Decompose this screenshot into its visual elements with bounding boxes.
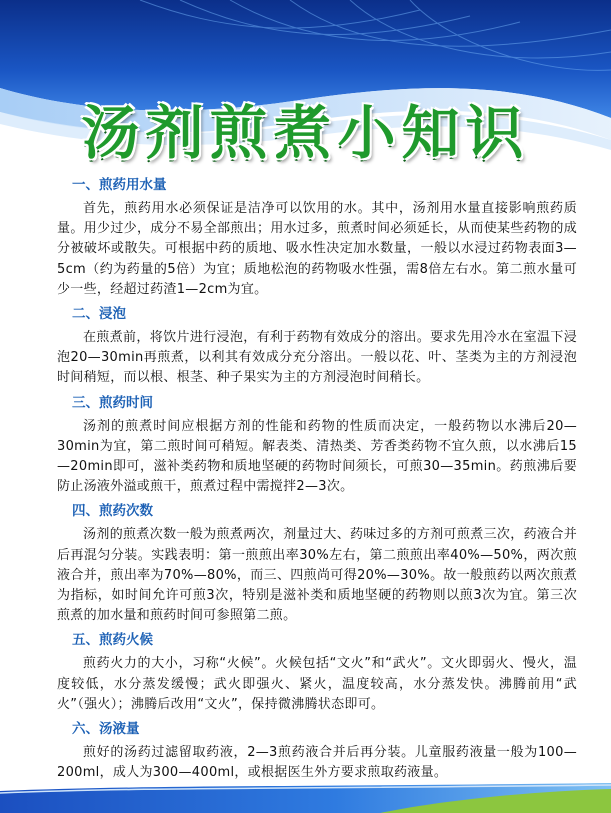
page-title: 汤剂煎煮小知识	[81, 99, 530, 167]
footer-wave-background	[0, 783, 611, 813]
section-body: 汤剂的煎煮时间应根据方剂的性能和药物的性质而决定，一般药物以水沸后20—30min为宜，第二煎时间可稍短。解表类、清热类、芳香类药物不宜久煎，以水沸后15—20min即可，滋补类药物和质地坚硬的药物时间须长，可煎30—35min。药煎沸后要防止汤液外溢或煎干，煎煮过程中需搅拌2—3次。	[57, 418, 577, 495]
section-body: 煎好的汤药过滤留取药液，2—3煎药液合并后再分装。儿童服药液量一般为100—200ml，成人为300—400ml，或根据医生外方要求煎取药液量。	[57, 745, 577, 781]
section-body: 煎药火力的大小，习称“火候”。火候包括“文火”和“武火”。文火即弱火、慢火，温度较低，水分蒸发缓慢；武火即强火、紧火，温度较高，水分蒸发快。沸腾前用“武火”（强火）；沸腾后改用“文火”，保持微沸腾状态即可。	[57, 656, 577, 712]
section-heading: 四、煎药次数	[72, 503, 153, 520]
section-heading: 六、汤液量	[72, 721, 140, 738]
section-heading: 二、浸泡	[72, 306, 126, 323]
section-heading: 五、煎药火候	[72, 632, 153, 649]
section-body: 汤剂的煎煮次数一般为煎煮两次，剂量过大、药味过多的方剂可煎煮三次，药液合并后再混匀分装。实践表明：第一煎煎出率30%左右，第二煎煎出率40%—50%，两次煎液合并，煎出率为70%—80%，而三、四煎尚可得20%—30%。故一般煎药以两次煎煮为指标，如时间允许可煎3次，特别是滋补类和质地坚硬的药物则以煎3次为宜。第三次煎煮的加水量和煎药时间可参照第二煎。	[57, 527, 577, 624]
content	[57, 174, 577, 787]
section-body: 在煎煮前，将饮片进行浸泡，有利于药物有效成分的溶出。要求先用冷水在室温下浸泡20—30min再煎煮，以利其有效成分充分溶出。一般以花、叶、茎类为主的方剂浸泡时间稍短，而以根、根茎、种子果实为主的方剂浸泡时间稍长。	[57, 330, 577, 386]
section-heading: 三、煎药时间	[72, 394, 153, 411]
section-heading: 一、煎药用水量	[72, 177, 167, 193]
section-body: 首先，煎药用水必须保证是洁净可以饮用的水。其中，汤剂用水量直接影响煎药质量。用少过少，成分不易全部煎出；用水过多，煎煮时间必须延长，从而使某些药物的成分被破坏或散失。可根据中药的质地、吸水性决定加水数量，一般以水浸过药物表面3—5cm（约为药量的5倍）为宜；质地松泡的药物吸水性强，需8倍左右水。第二煎水量可少一些，经超过药渣1—2cm为宜。	[57, 201, 577, 297]
